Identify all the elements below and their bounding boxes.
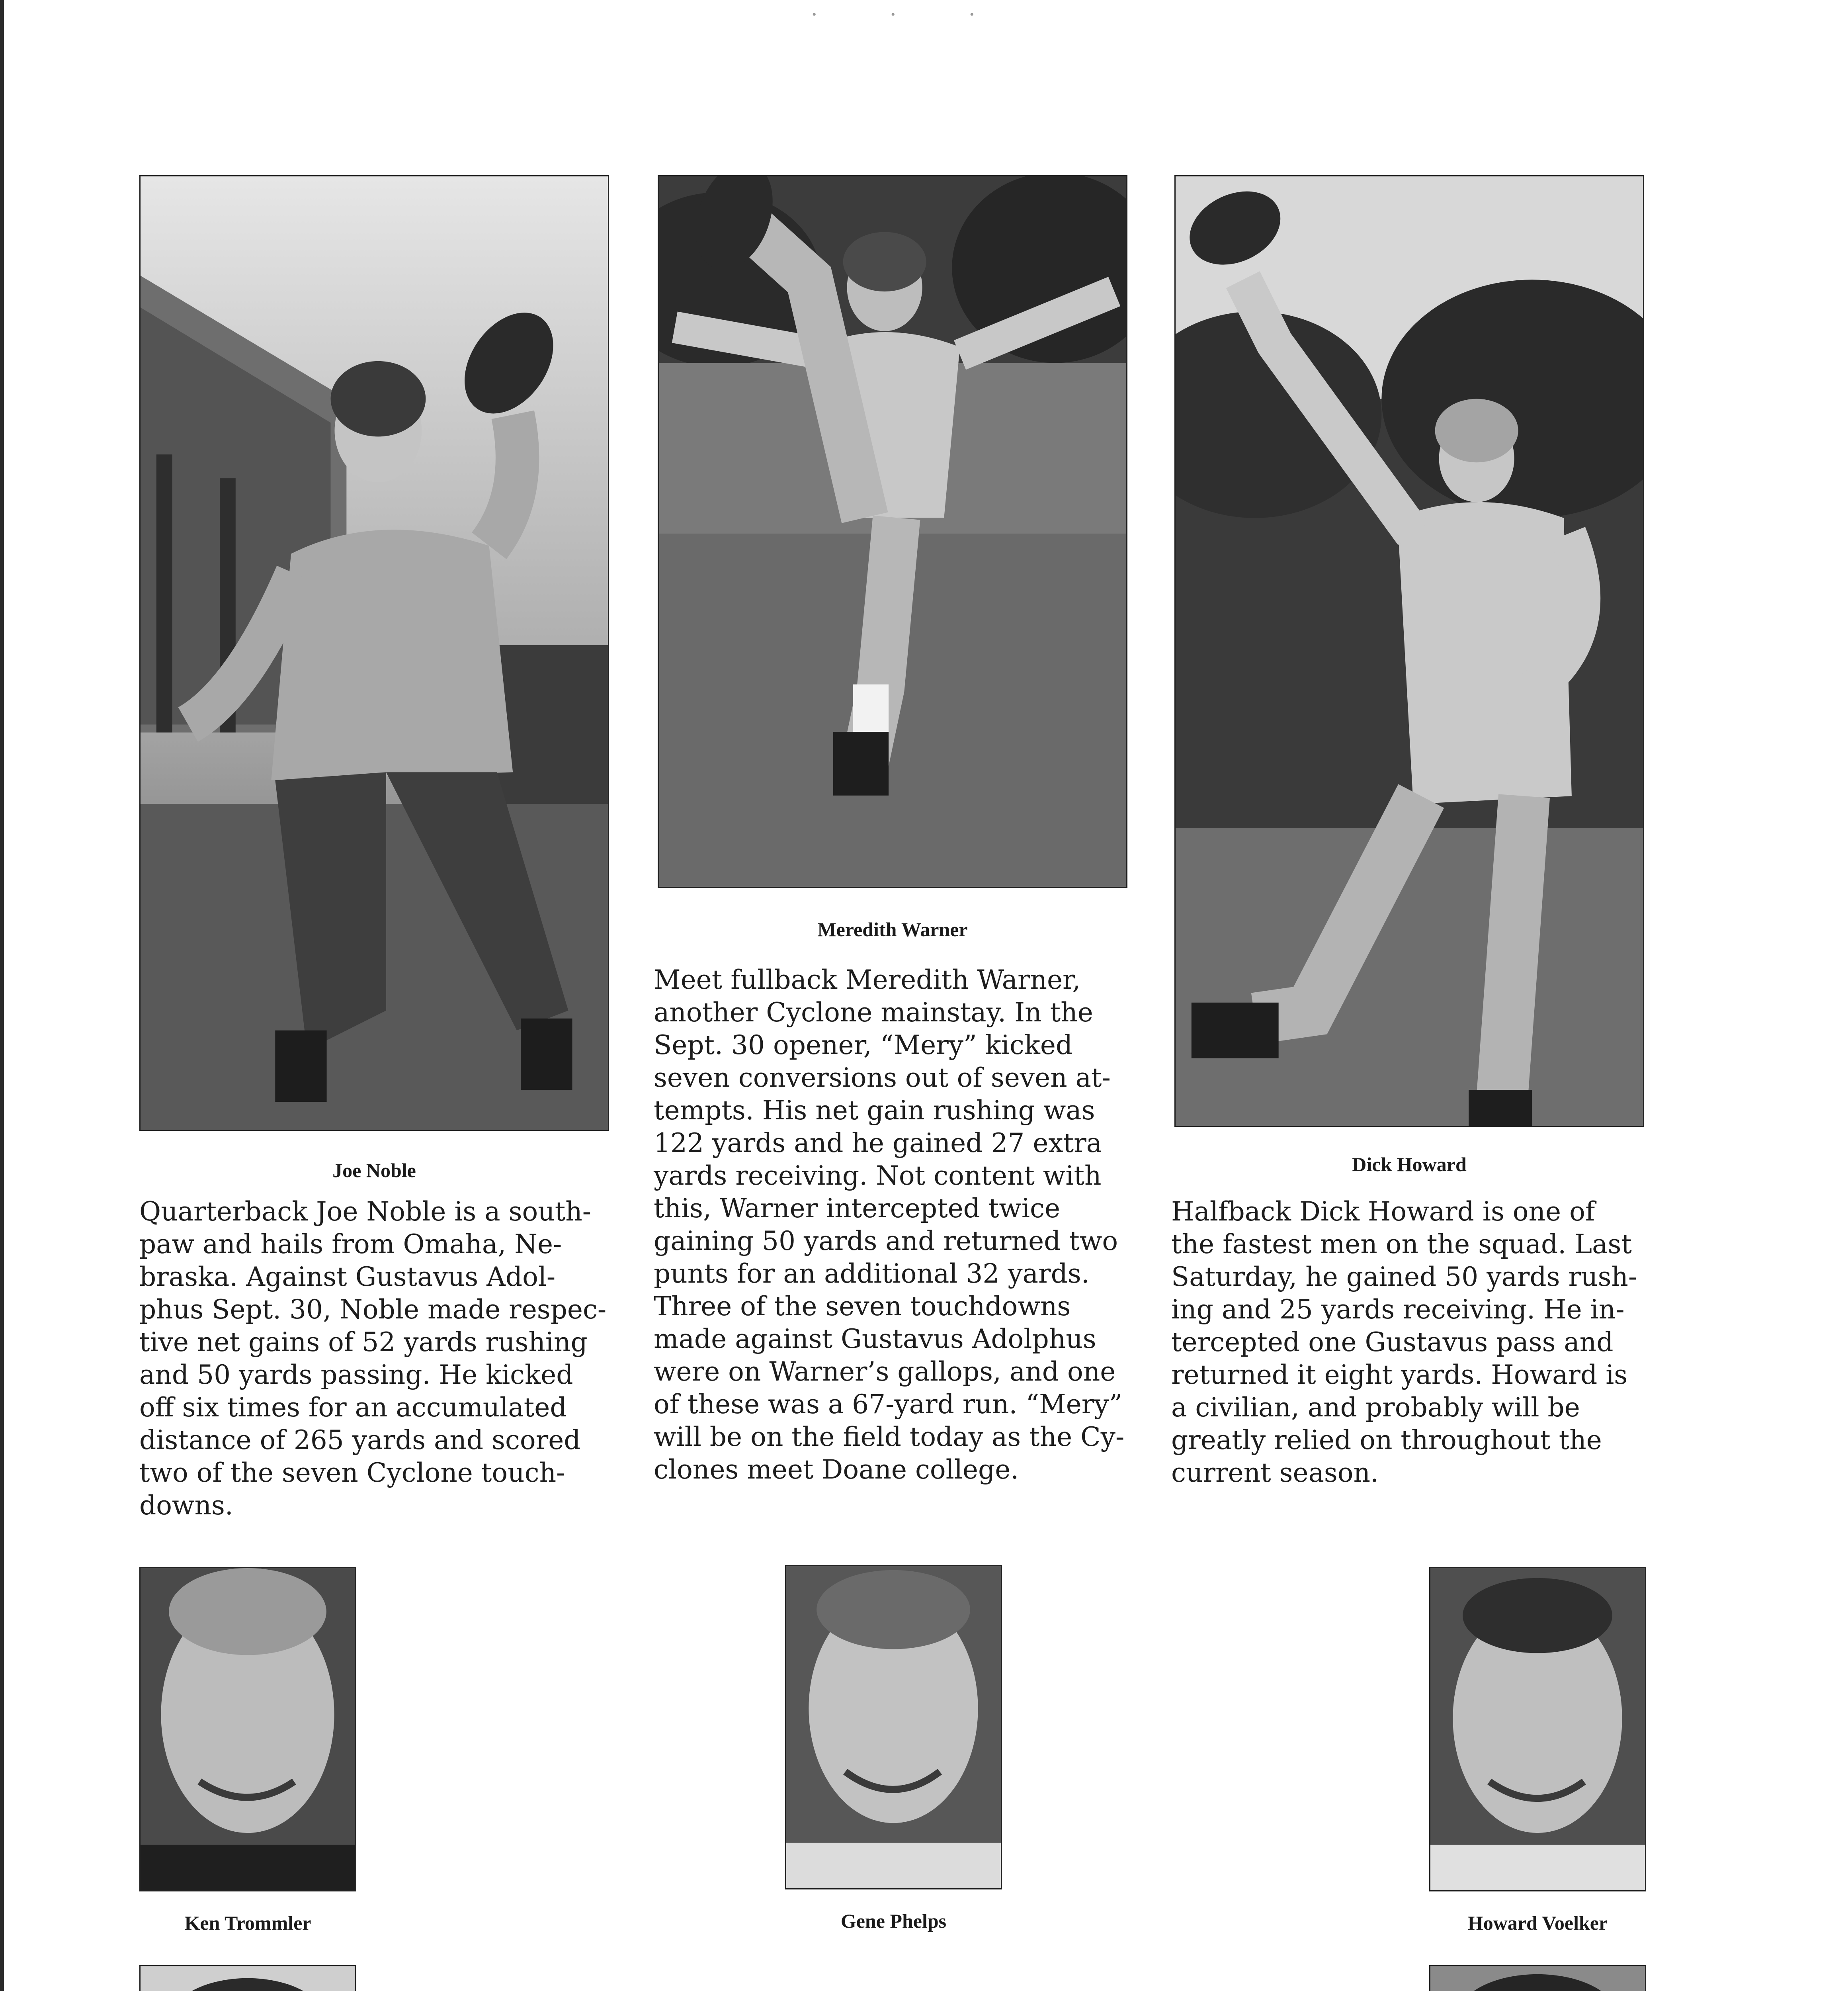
portrait-photo-icon <box>141 1568 355 1890</box>
joe-noble-photo <box>139 175 609 1131</box>
dick-howard-caption: Dick Howard <box>1352 1153 1467 1175</box>
howard-braunstein-portrait <box>1429 1965 1646 1991</box>
howard-voelker-portrait <box>1429 1567 1646 1891</box>
ken-trommler-caption: Ken Trommler <box>184 1912 311 1934</box>
meredith-warner-caption: Meredith Warner <box>817 918 968 941</box>
gene-phelps-portrait <box>785 1565 1002 1889</box>
fullback-kicking-photo-icon <box>659 176 1126 887</box>
ken-trommler-portrait <box>139 1567 356 1891</box>
portrait-photo-icon <box>786 1566 1001 1888</box>
meredith-warner-bio: Meet fullback Meredith Warner, another Cyclone mainstay. In the Sept. 30 opener, “Mery” kicked seven conversions out of seven at- tempts. His net gain rushing was 122 yards and he gained 27 extra yards receiving. Not content with this, Warner intercepted twice gaining 50 yards and returned two punts for an additional 32 yards. Three of the seven touchdowns made against Gustavus Adolphus were on Warner’s gallops, and one of these was a 67-yard run. “Mery” will be on the field today as the Cy- clones meet Doane college. <box>654 964 1125 1485</box>
joe-noble-bio: Quarterback Joe Noble is a south- paw and hails from Omaha, Ne- braska. Against Gustavus Adol- phus Sept. 30, Noble made respec- tive net gains of 52 yards rushing and 50 yards passing. He kicked off six times for an accumulated distance of 265 yards and scored two of the seven Cyclone touch- downs. <box>139 1196 607 1521</box>
dick-howard-bio: Halfback Dick Howard is one of the fastest men on the squad. Last Saturday, he gained 50 yards rush- ing and 25 yards receiving. He in- tercepted one Gustavus pass and returned it eight yards. Howard is a civilian, and probably will be greatly relied on throughout the current season. <box>1171 1196 1637 1488</box>
scan-speck-marks: • • • <box>812 8 1010 21</box>
joe-noble-caption: Joe Noble <box>332 1159 416 1181</box>
carter-kokjer-portrait <box>139 1965 356 1991</box>
portrait-photo-icon <box>1430 1568 1645 1890</box>
meredith-warner-photo <box>658 175 1127 888</box>
portrait-photo-icon <box>141 1966 355 1991</box>
howard-voelker-caption: Howard Voelker <box>1467 1912 1608 1934</box>
dick-howard-photo <box>1174 175 1644 1127</box>
quarterback-passing-photo-icon <box>141 176 608 1130</box>
gene-phelps-caption: Gene Phelps <box>840 1910 947 1932</box>
portrait-photo-icon <box>1430 1966 1645 1991</box>
halfback-catching-photo-icon <box>1176 176 1643 1126</box>
